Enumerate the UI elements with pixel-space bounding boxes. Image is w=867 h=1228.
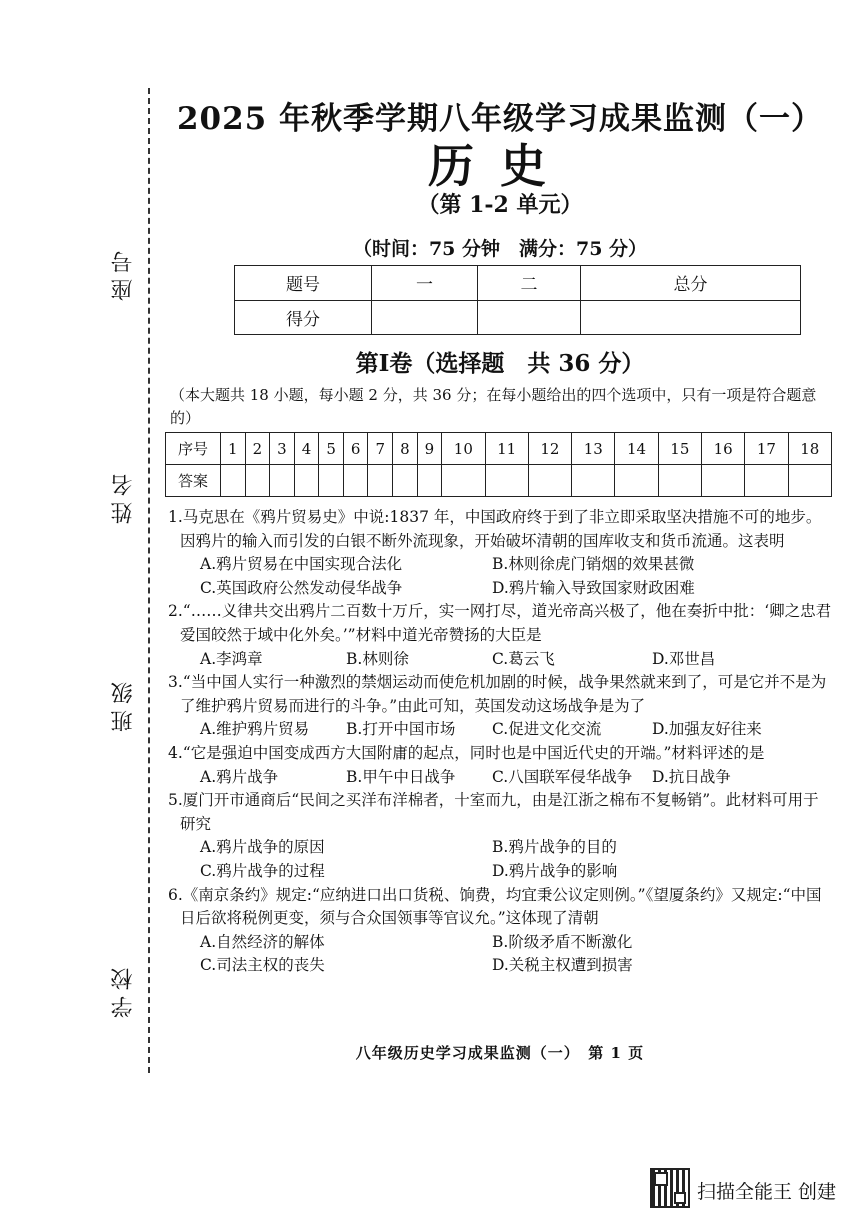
answer-blank-cell[interactable] <box>270 465 295 497</box>
score-input-cell[interactable] <box>372 300 478 335</box>
score-table-cell: 得分 <box>235 300 372 335</box>
score-table-cell: 总分 <box>581 266 801 301</box>
answer-blank-cell[interactable] <box>485 465 528 497</box>
option-group <box>168 648 833 672</box>
answer-blank-cell[interactable] <box>788 465 831 497</box>
answer-option: B.甲午中日战争 <box>346 767 456 786</box>
question-item <box>168 742 833 789</box>
question-number-cell: 2 <box>245 433 270 465</box>
option-group <box>168 931 833 978</box>
answer-option: C.英国政府公然发动侵华战争 <box>200 578 403 597</box>
question-stem: 2.“……义律共交出鸦片二百数十万斤，实一网打尽，道光帝高兴极了，他在奏折中批：‘卿之忠君爱国皎然于域中化外矣。’”材料中道光帝赞扬的大臣是 <box>168 602 832 644</box>
class-label: 班级 <box>111 676 136 732</box>
answer-option: A.自然经济的解体 <box>200 932 325 951</box>
question-number-cell: 7 <box>368 433 393 465</box>
answer-option: A.鸦片贸易在中国实现合法化 <box>200 555 403 574</box>
question-number-cell: 16 <box>701 433 744 465</box>
time-and-score: （时间：75 分钟 满分：75 分） <box>352 238 648 260</box>
question-number-cell: 6 <box>343 433 368 465</box>
question-item <box>168 789 833 883</box>
question-number-cell: 8 <box>393 433 418 465</box>
score-table-cell: 题号 <box>235 266 372 301</box>
question-item <box>168 671 833 742</box>
answer-option: B.鸦片战争的目的 <box>492 838 617 857</box>
answer-option: C.促进文化交流 <box>492 720 602 739</box>
answer-blank-cell[interactable] <box>528 465 571 497</box>
question-number-cell: 17 <box>745 433 788 465</box>
answer-option: B.打开中国市场 <box>346 720 456 739</box>
answer-option: B.林则徐 <box>346 649 409 668</box>
answer-blank-cell[interactable] <box>615 465 658 497</box>
question-number-cell: 18 <box>788 433 831 465</box>
answer-option: A.维护鸦片贸易 <box>200 720 310 739</box>
answer-option: D.抗日战争 <box>652 767 731 786</box>
question-number-cell: 13 <box>572 433 615 465</box>
answer-blank-cell[interactable] <box>572 465 615 497</box>
option-group <box>168 718 833 742</box>
question-number-cell: 3 <box>270 433 295 465</box>
answer-blank-cell[interactable] <box>343 465 368 497</box>
answer-option: C.司法主权的丧失 <box>200 956 325 975</box>
answer-blank-cell[interactable] <box>393 465 418 497</box>
score-table-cell: 二 <box>478 266 581 301</box>
score-table <box>234 265 801 335</box>
question-item <box>168 506 833 600</box>
question-stem: 1.马克思在《鸦片贸易史》中说:1837 年，中国政府终于到了非立即采取坚决措施不可的地步。因鸦片的输入而引发的白银不断外流现象，开始破坏清朝的国库收支和货币流通。这表明 <box>168 508 822 550</box>
answer-option: D.加强友好往来 <box>652 720 762 739</box>
question-number-cell: 5 <box>319 433 344 465</box>
question-stem: 4.“它是强迫中国变成西方大国附庸的起点，同时也是中国近代史的开端。”材料评述的是 <box>168 743 765 762</box>
question-number-cell: 14 <box>615 433 658 465</box>
answer-blank-cell[interactable] <box>658 465 701 497</box>
exam-title: 2025 年秋季学期八年级学习成果监测（一） <box>176 101 824 137</box>
answer-option: B.阶级矛盾不断激化 <box>492 932 633 951</box>
answer-blank-cell[interactable] <box>745 465 788 497</box>
answer-blank-cell[interactable] <box>319 465 344 497</box>
answer-option: D.鸦片输入导致国家财政困难 <box>492 578 695 597</box>
question-number-cell: 9 <box>417 433 442 465</box>
answer-table <box>165 432 832 497</box>
answer-blank-cell[interactable] <box>245 465 270 497</box>
question-list <box>168 506 833 978</box>
question-stem: 6.《南京条约》规定:“应纳进口出口货税、饷费，均宜秉公议定则例。”《望厦条约》又规定:“中国日后欲将税例更变，须与合众国领事等官议允。”这体现了清朝 <box>168 885 822 928</box>
option-group <box>168 766 833 790</box>
question-number-cell: 12 <box>528 433 571 465</box>
option-group <box>168 553 833 600</box>
answer-option: C.葛云飞 <box>492 649 555 668</box>
question-number-cell: 15 <box>658 433 701 465</box>
question-number-cell: 1 <box>221 433 246 465</box>
answer-table-answer-label: 答案 <box>166 465 221 497</box>
question-item <box>168 884 833 978</box>
answer-blank-cell[interactable] <box>221 465 246 497</box>
scanner-watermark: 扫描全能王 创建 <box>697 1181 837 1203</box>
answer-option: A.鸦片战争 <box>200 767 279 786</box>
score-input-cell[interactable] <box>478 300 581 335</box>
answer-option: C.八国联军侵华战争 <box>492 767 633 786</box>
answer-option: D.鸦片战争的影响 <box>492 861 618 880</box>
answer-blank-cell[interactable] <box>294 465 319 497</box>
section-title: 第Ⅰ卷（选择题 共 36 分） <box>355 350 645 377</box>
name-label: 姓名 <box>111 468 136 524</box>
unit-range: （第 1-2 单元） <box>417 192 583 218</box>
answer-option: A.李鸿章 <box>200 649 263 668</box>
score-input-cell[interactable] <box>581 300 801 335</box>
answer-blank-cell[interactable] <box>701 465 744 497</box>
answer-blank-cell[interactable] <box>417 465 442 497</box>
question-stem: 5.厦门开市通商后“民间之买洋布洋棉者，十室而九，由是江浙之棉布不复畅销”。此材料可用于研究 <box>168 791 819 833</box>
page-footer: 八年级历史学习成果监测（一） 第 1 页 <box>355 1044 645 1062</box>
section-instruction: （本大题共 18 小题，每小题 2 分，共 36 分；在每小题给出的四个选项中，只有一项是符合题意的） <box>170 386 817 427</box>
answer-option: B.林则徐虎门销烟的效果甚微 <box>492 555 695 574</box>
question-number-cell: 11 <box>485 433 528 465</box>
school-label: 学校 <box>111 962 136 1018</box>
question-item <box>168 600 833 671</box>
subject-title: 历史 <box>428 139 572 193</box>
answer-blank-cell[interactable] <box>368 465 393 497</box>
seat-number-label: 座号 <box>111 245 136 301</box>
answer-blank-cell[interactable] <box>442 465 485 497</box>
score-table-cell: 一 <box>372 266 478 301</box>
question-number-cell: 4 <box>294 433 319 465</box>
qr-code-icon <box>652 1170 688 1206</box>
question-number-cell: 10 <box>442 433 485 465</box>
option-group <box>168 836 833 883</box>
answer-option: D.关税主权遭到损害 <box>492 956 633 975</box>
answer-table-header-label: 序号 <box>166 433 221 465</box>
answer-option: C.鸦片战争的过程 <box>200 861 325 880</box>
answer-option: D.邓世昌 <box>652 649 716 668</box>
question-stem: 3.“当中国人实行一种激烈的禁烟运动而使危机加剧的时候，战争果然就来到了，可是它并不是为了维护鸦片贸易而进行的斗争。”由此可知，英国发动这场战争是为了 <box>168 673 827 715</box>
answer-option: A.鸦片战争的原因 <box>200 838 325 857</box>
